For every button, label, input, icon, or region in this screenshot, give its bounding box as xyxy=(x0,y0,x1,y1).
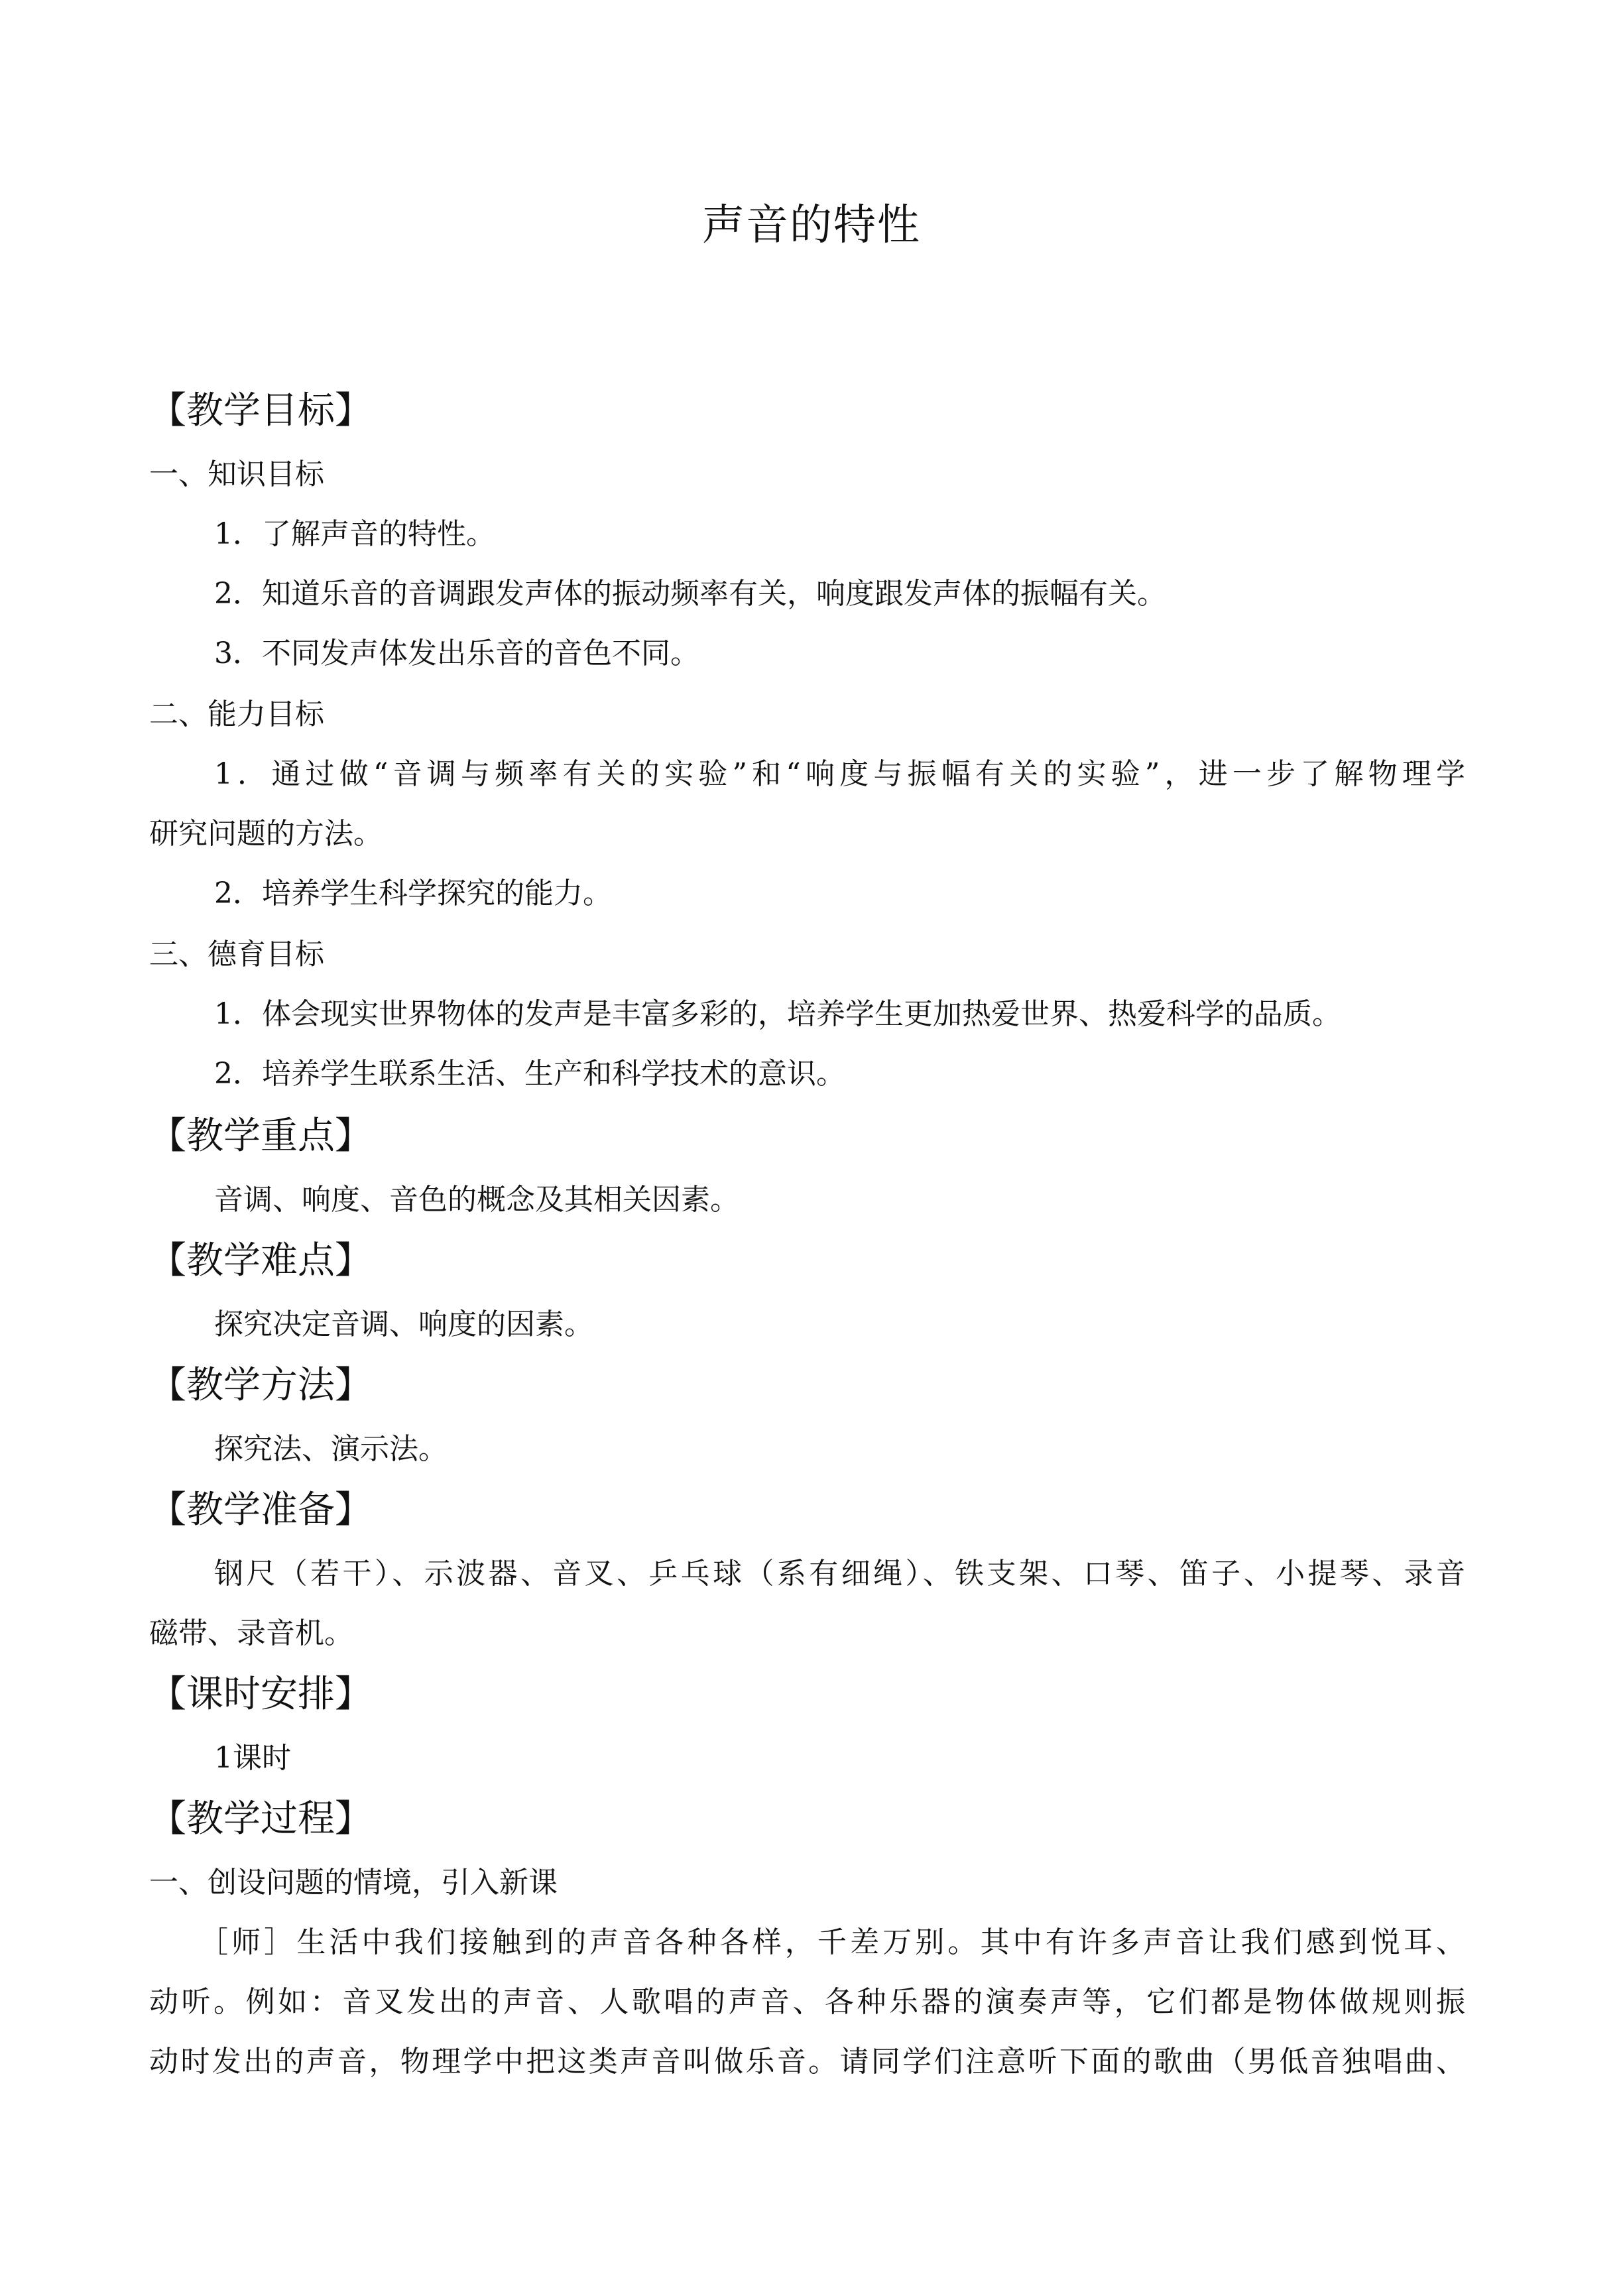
ability-item-2: 2．培养学生科学探究的能力。 xyxy=(214,876,612,910)
process-paragraph-line-2: 动听。例如：音叉发出的声音、人歌唱的声音、各种乐器的演奏声等，它们都是物体做规则振 xyxy=(149,1985,1465,2019)
key-points-text: 音调、响度、音色的概念及其相关因素。 xyxy=(214,1183,739,1217)
knowledge-item-1: 1．了解声音的特性。 xyxy=(214,517,495,551)
subheading-knowledge: 一、知识目标 xyxy=(149,457,324,491)
section-heading-difficulties: 【教学难点】 xyxy=(149,1239,372,1282)
moral-item-1: 1．体会现实世界物体的发声是丰富多彩的，培养学生更加热爱世界、热爱科学的品质。 xyxy=(214,997,1341,1031)
process-paragraph-line-3: 动时发出的声音，物理学中把这类声音叫做乐音。请同学们注意听下面的歌曲（男低音独唱曲、 xyxy=(149,2045,1465,2079)
preparation-line-1: 钢尺（若干）、示波器、音叉、乒乓球（系有细绳）、铁支架、口琴、笛子、小提琴、录音 xyxy=(214,1557,1465,1591)
process-paragraph-line-1: ［师］生活中我们接触到的声音各种各样，千差万别。其中有许多声音让我们感到悦耳、 xyxy=(199,1925,1465,1959)
ability-item-1-line-2: 研究问题的方法。 xyxy=(149,817,383,851)
subheading-ability: 二、能力目标 xyxy=(149,697,324,731)
knowledge-item-3: 3．不同发声体发出乐音的音色不同。 xyxy=(214,636,699,670)
methods-text: 探究法、演示法。 xyxy=(214,1432,448,1466)
section-heading-methods: 【教学方法】 xyxy=(149,1364,372,1407)
subheading-moral: 三、德育目标 xyxy=(149,937,324,971)
section-heading-key-points: 【教学重点】 xyxy=(149,1115,372,1158)
page-title: 声音的特性 xyxy=(702,201,921,250)
difficulties-text: 探究决定音调、响度的因素。 xyxy=(214,1307,593,1341)
ability-item-1-line-1: 1．通过做“音调与频率有关的实验”和“响度与振幅有关的实验”，进一步了解物理学 xyxy=(214,757,1465,791)
moral-item-2: 2．培养学生联系生活、生产和科学技术的意识。 xyxy=(214,1057,845,1091)
knowledge-item-2: 2．知道乐音的音调跟发声体的振动频率有关，响度跟发声体的振幅有关。 xyxy=(214,577,1166,611)
section-heading-objectives: 【教学目标】 xyxy=(149,389,372,432)
process-section-1-heading: 一、创设问题的情境，引入新课 xyxy=(149,1866,558,1900)
schedule-text: 1课时 xyxy=(214,1741,291,1775)
section-heading-preparation: 【教学准备】 xyxy=(149,1488,372,1532)
section-heading-schedule: 【课时安排】 xyxy=(149,1673,372,1716)
section-heading-process: 【教学过程】 xyxy=(149,1797,372,1841)
preparation-line-2: 磁带、录音机。 xyxy=(149,1616,353,1650)
